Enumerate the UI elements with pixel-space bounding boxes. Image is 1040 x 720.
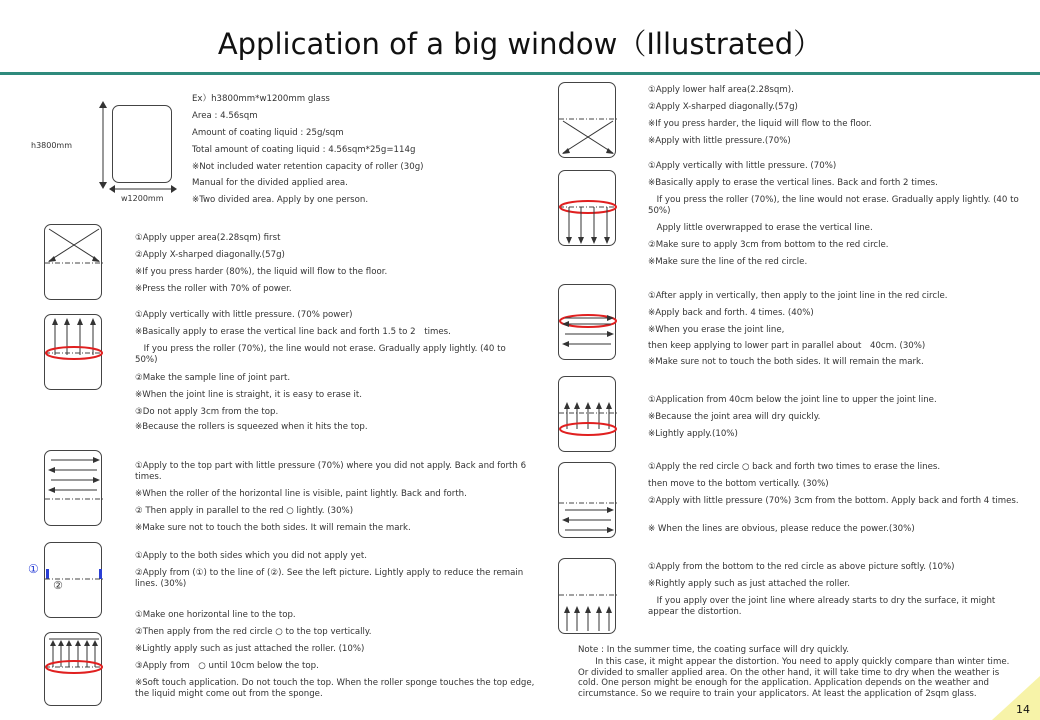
left-step-5-text-2: ②Then apply from the red circle ○ to the top vertically. — [135, 627, 372, 637]
right-step-6-diagram — [558, 558, 616, 634]
left-step-1-diagram — [44, 224, 102, 300]
example-window — [112, 105, 172, 183]
title-underline — [0, 72, 1040, 75]
right-step-4-text-3: ※Lightly apply.(10%) — [648, 429, 738, 439]
width-arrow — [108, 184, 178, 194]
left-step-1-text-3: ※If you press harder (80%), the liquid will flow to the floor. — [135, 267, 388, 277]
page-title: Application of a big window（Illustrated） — [217, 27, 823, 61]
left-step-2-diagram — [44, 314, 102, 390]
right-step-1-text-2: ②Apply X-sharped diagonally.(57g) — [648, 102, 798, 112]
right-step-2-diagram — [558, 170, 616, 246]
left-step-1-text-2: ②Apply X-sharped diagonally.(57g) — [135, 250, 285, 260]
note-body: In this case, it might appear the distortion. You need to apply quickly compare than winter time. Or divided to smaller applied area. On the other hand, it will take time to dry when the weather is cold. One person might be enough for the application. Application depends on the weather and circumstance. So we require to train your applicators. At least the application of 2sqm glass. — [578, 657, 1010, 699]
example-text-2: Area : 4.56sqm — [192, 111, 258, 121]
page-number: 14 — [1016, 703, 1030, 716]
left-step-5-text-3: ※Lightly apply such as just attached the roller. (10%) — [135, 644, 365, 654]
right-step-2-text-4: Apply little overwrapped to erase the vertical line. — [648, 223, 873, 233]
left-step-2-text-6: ③Do not apply 3cm from the top. — [135, 407, 279, 417]
right-step-1-text-3: ※If you press harder, the liquid will flow to the floor. — [648, 119, 872, 129]
example-text-3: Amount of coating liquid : 25g/sqm — [192, 128, 344, 138]
example-text-1: Ex）h3800mm*w1200mm glass — [192, 94, 330, 104]
left-step-2-text-4: ②Make the sample line of joint part. — [135, 373, 291, 383]
left-step-4-text-1: ①Apply to the both sides which you did not apply yet. — [135, 551, 367, 561]
right-step-3-text-4: then keep applying to lower part in parallel about 40cm. (30%) — [648, 341, 926, 351]
height-label: h3800mm — [31, 141, 73, 150]
right-step-6-text-1: ①Apply from the bottom to the red circle as above picture softly. (10%) — [648, 562, 955, 572]
right-step-1-text-1: ①Apply lower half area(2.28sqm). — [648, 85, 794, 95]
example-text-6: Manual for the divided applied area. — [192, 178, 348, 188]
left-step-3-text-3: ② Then apply in parallel to the red ○ lightly. (30%) — [135, 506, 354, 516]
left-step-2-text-7: ※Because the rollers is squeezed when it hits the top. — [135, 422, 368, 432]
left-step-2-text-2: ※Basically apply to erase the vertical line back and forth 1.5 to 2 times. — [135, 327, 451, 337]
right-step-6-text-2: ※Rightly apply such as just attached the roller. — [648, 579, 851, 589]
left-step-5-diagram — [44, 632, 102, 706]
right-step-2-text-1: ①Apply vertically with little pressure. (70%) — [648, 161, 837, 171]
left-step-5-text-4: ③Apply from ○ until 10cm below the top. — [135, 661, 319, 671]
left-step-3-text-4: ※Make sure not to touch the both sides. It will remain the mark. — [135, 523, 411, 533]
right-step-4-text-2: ※Because the joint area will dry quickly. — [648, 412, 821, 422]
left-step-3-diagram — [44, 450, 102, 526]
left-step-2-text-3: If you press the roller (70%), the line would not erase. Gradually apply lightly. (40 to 50%) — [135, 344, 506, 365]
right-step-6-text-3: If you apply over the joint line where already starts to dry the surface, it might appear the distortion. — [648, 596, 996, 617]
note-label: Note : In the summer time, the coating surface will dry quickly. — [578, 645, 850, 655]
left-step-2-text-5: ※When the joint line is straight, it is easy to erase it. — [135, 390, 362, 400]
right-step-2-text-2: ※Basically apply to erase the vertical lines. Back and forth 2 times. — [648, 178, 938, 188]
left-step-3-text-2: ※When the roller of the horizontal line is visible, paint lightly. Back and forth. — [135, 489, 467, 499]
marker-two: ② — [53, 579, 63, 592]
right-step-3-diagram — [558, 284, 616, 360]
right-step-1-diagram — [558, 82, 616, 158]
right-step-3-text-5: ※Make sure not to touch the both sides. It will remain the mark. — [648, 357, 924, 367]
right-step-2-text-3: If you press the roller (70%), the line would not erase. Gradually apply lightly. (40 to 50%) — [648, 195, 1019, 216]
right-step-5-text-2: then move to the bottom vertically. (30%) — [648, 479, 829, 489]
left-step-1-text-4: ※Press the roller with 70% of power. — [135, 284, 292, 294]
example-text-4: Total amount of coating liquid : 4.56sqm*25g=114g — [192, 145, 416, 155]
right-step-1-text-4: ※Apply with little pressure.(70%) — [648, 136, 791, 146]
width-label: w1200mm — [121, 194, 164, 203]
right-step-2-text-5: ②Make sure to apply 3cm from bottom to the red circle. — [648, 240, 889, 250]
right-step-3-text-2: ※Apply back and forth. 4 times. (40%) — [648, 308, 814, 318]
right-step-5-text-3: ②Apply with little pressure (70%) 3cm from the bottom. Apply back and forth 4 times. — [648, 496, 1019, 506]
example-text-7: ※Two divided area. Apply by one person. — [192, 195, 369, 205]
right-step-3-text-3: ※When you erase the joint line, — [648, 325, 785, 335]
right-step-5-diagram — [558, 462, 616, 538]
left-step-3-text-1: ①Apply to the top part with little pressure (70%) where you did not apply. Back and forth 6 times. — [135, 461, 527, 482]
right-step-5-text-4: ※ When the lines are obvious, please reduce the power.(30%) — [648, 524, 915, 534]
right-step-3-text-1: ①After apply in vertically, then apply to the joint line in the red circle. — [648, 291, 948, 301]
left-step-4-text-2: ②Apply from (①) to the line of (②). See the left picture. Lightly apply to reduce the remain lines. (30%) — [135, 568, 524, 589]
left-step-1-text-1: ①Apply upper area(2.28sqm) first — [135, 233, 281, 243]
height-arrow — [96, 100, 110, 190]
right-step-2-text-6: ※Make sure the line of the red circle. — [648, 257, 808, 267]
marker-one: ① — [28, 562, 39, 576]
left-step-2-text-1: ①Apply vertically with little pressure. (70% power) — [135, 310, 353, 320]
left-step-5-text-5: ※Soft touch application. Do not touch the top. When the roller sponge touches the top edge, the liquid might come out from the sponge. — [135, 678, 535, 699]
example-text-5: ※Not included water retention capacity of roller (30g) — [192, 162, 424, 172]
right-step-5-text-1: ①Apply the red circle ○ back and forth two times to erase the lines. — [648, 462, 941, 472]
right-step-4-diagram — [558, 376, 616, 452]
left-step-5-text-1: ①Make one horizontal line to the top. — [135, 610, 296, 620]
right-step-4-text-1: ①Application from 40cm below the joint line to upper the joint line. — [648, 395, 937, 405]
